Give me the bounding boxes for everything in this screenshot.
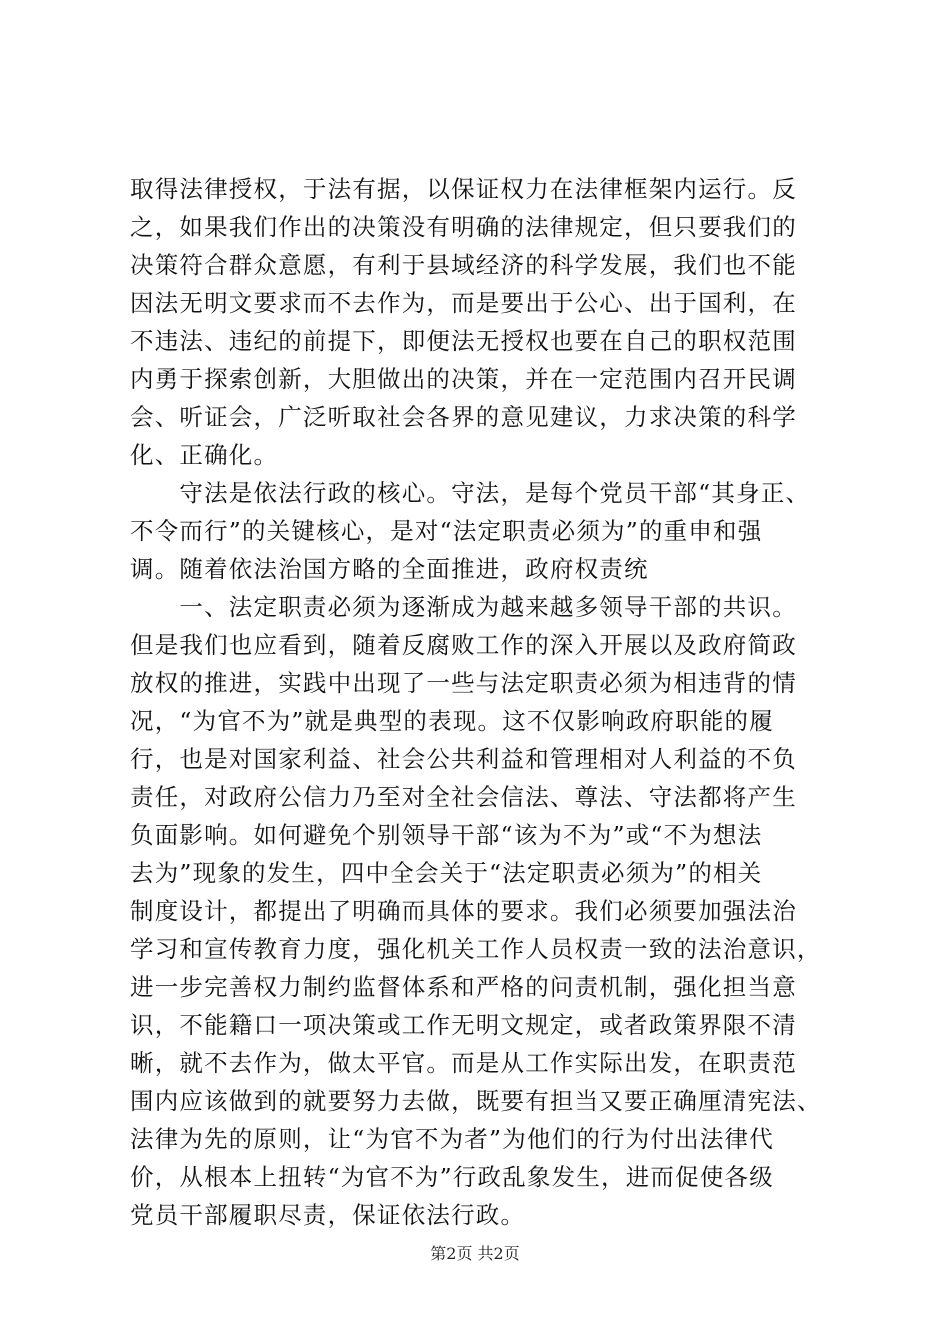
text-line: 因法无明文要求而不去作为，而是要出于公心、出于国利，在 <box>130 289 797 317</box>
text-line: 取得法律授权，于法有据，以保证权力在法律框架内运行。反 <box>130 175 797 203</box>
text-line: 行，也是对国家利益、社会公共利益和管理相对人利益的不负 <box>130 745 797 773</box>
text-line: 围内应该做到的就要努力去做，既要有担当又要正确厘清宪法、 <box>130 1087 822 1115</box>
text-line: 去为”现象的发生，四中全会关于“法定职责必须为”的相关 <box>130 859 763 887</box>
text-line: 不令而行”的关键核心，是对“法定职责必须为”的重申和强 <box>130 517 763 545</box>
text-line: 内勇于探索创新，大胆做出的决策，并在一定范围内召开民调 <box>130 365 797 393</box>
text-line: 法律为先的原则，让“为官不为者”为他们的行为付出法律代 <box>130 1125 774 1153</box>
text-line: 放权的推进，实践中出现了一些与法定职责必须为相违背的情 <box>130 669 797 697</box>
text-line: 价，从根本上扭转“为官不为”行政乱象发生，进而促使各级 <box>130 1163 774 1191</box>
body-text <box>130 170 820 1234</box>
text-line: 不违法、违纪的前提下，即便法无授权也要在自己的职权范围 <box>130 327 797 355</box>
text-line: 化、正确化。 <box>130 441 279 469</box>
text-line: 会、听证会，广泛听取社会各界的意见建议，力求决策的科学 <box>130 403 797 431</box>
text-line: 党员干部履职尽责，保证依法行政。 <box>130 1201 526 1229</box>
text-line: 进一步完善权力制约监督体系和严格的问责机制，强化担当意 <box>130 973 797 1001</box>
text-line: 决策符合群众意愿，有利于县域经济的科学发展，我们也不能 <box>130 251 797 279</box>
text-line: 负面影响。如何避免个别领导干部“该为不为”或“不为想法 <box>130 821 763 849</box>
text-line: 学习和宣传教育力度，强化机关工作人员权责一致的法治意识， <box>130 935 822 963</box>
text-line: 调。随着依法治国方略的全面推进，政府权责统 <box>130 555 649 583</box>
text-line: 但是我们也应看到，随着反腐败工作的深入开展以及政府简政 <box>130 631 797 659</box>
text-line: 一、法定职责必须为逐渐成为越来越多领导干部的共识。 <box>130 593 797 621</box>
text-line: 守法是依法行政的核心。守法，是每个党员干部“其身正、 <box>130 479 811 507</box>
text-line: 制度设计，都提出了明确而具体的要求。我们必须要加强法治 <box>130 897 797 925</box>
page-footer: 第2页 共2页 <box>430 1244 520 1263</box>
text-line: 况，“为官不为”就是典型的表现。这不仅影响政府职能的履 <box>130 707 774 735</box>
text-line: 责任，对政府公信力乃至对全社会信法、尊法、守法都将产生 <box>130 783 797 811</box>
text-line: 之，如果我们作出的决策没有明确的法律规定，但只要我们的 <box>130 213 797 241</box>
text-line: 晰，就不去作为，做太平官。而是从工作实际出发，在职责范 <box>130 1049 797 1077</box>
text-line: 识，不能籍口一项决策或工作无明文规定，或者政策界限不清 <box>130 1011 797 1039</box>
